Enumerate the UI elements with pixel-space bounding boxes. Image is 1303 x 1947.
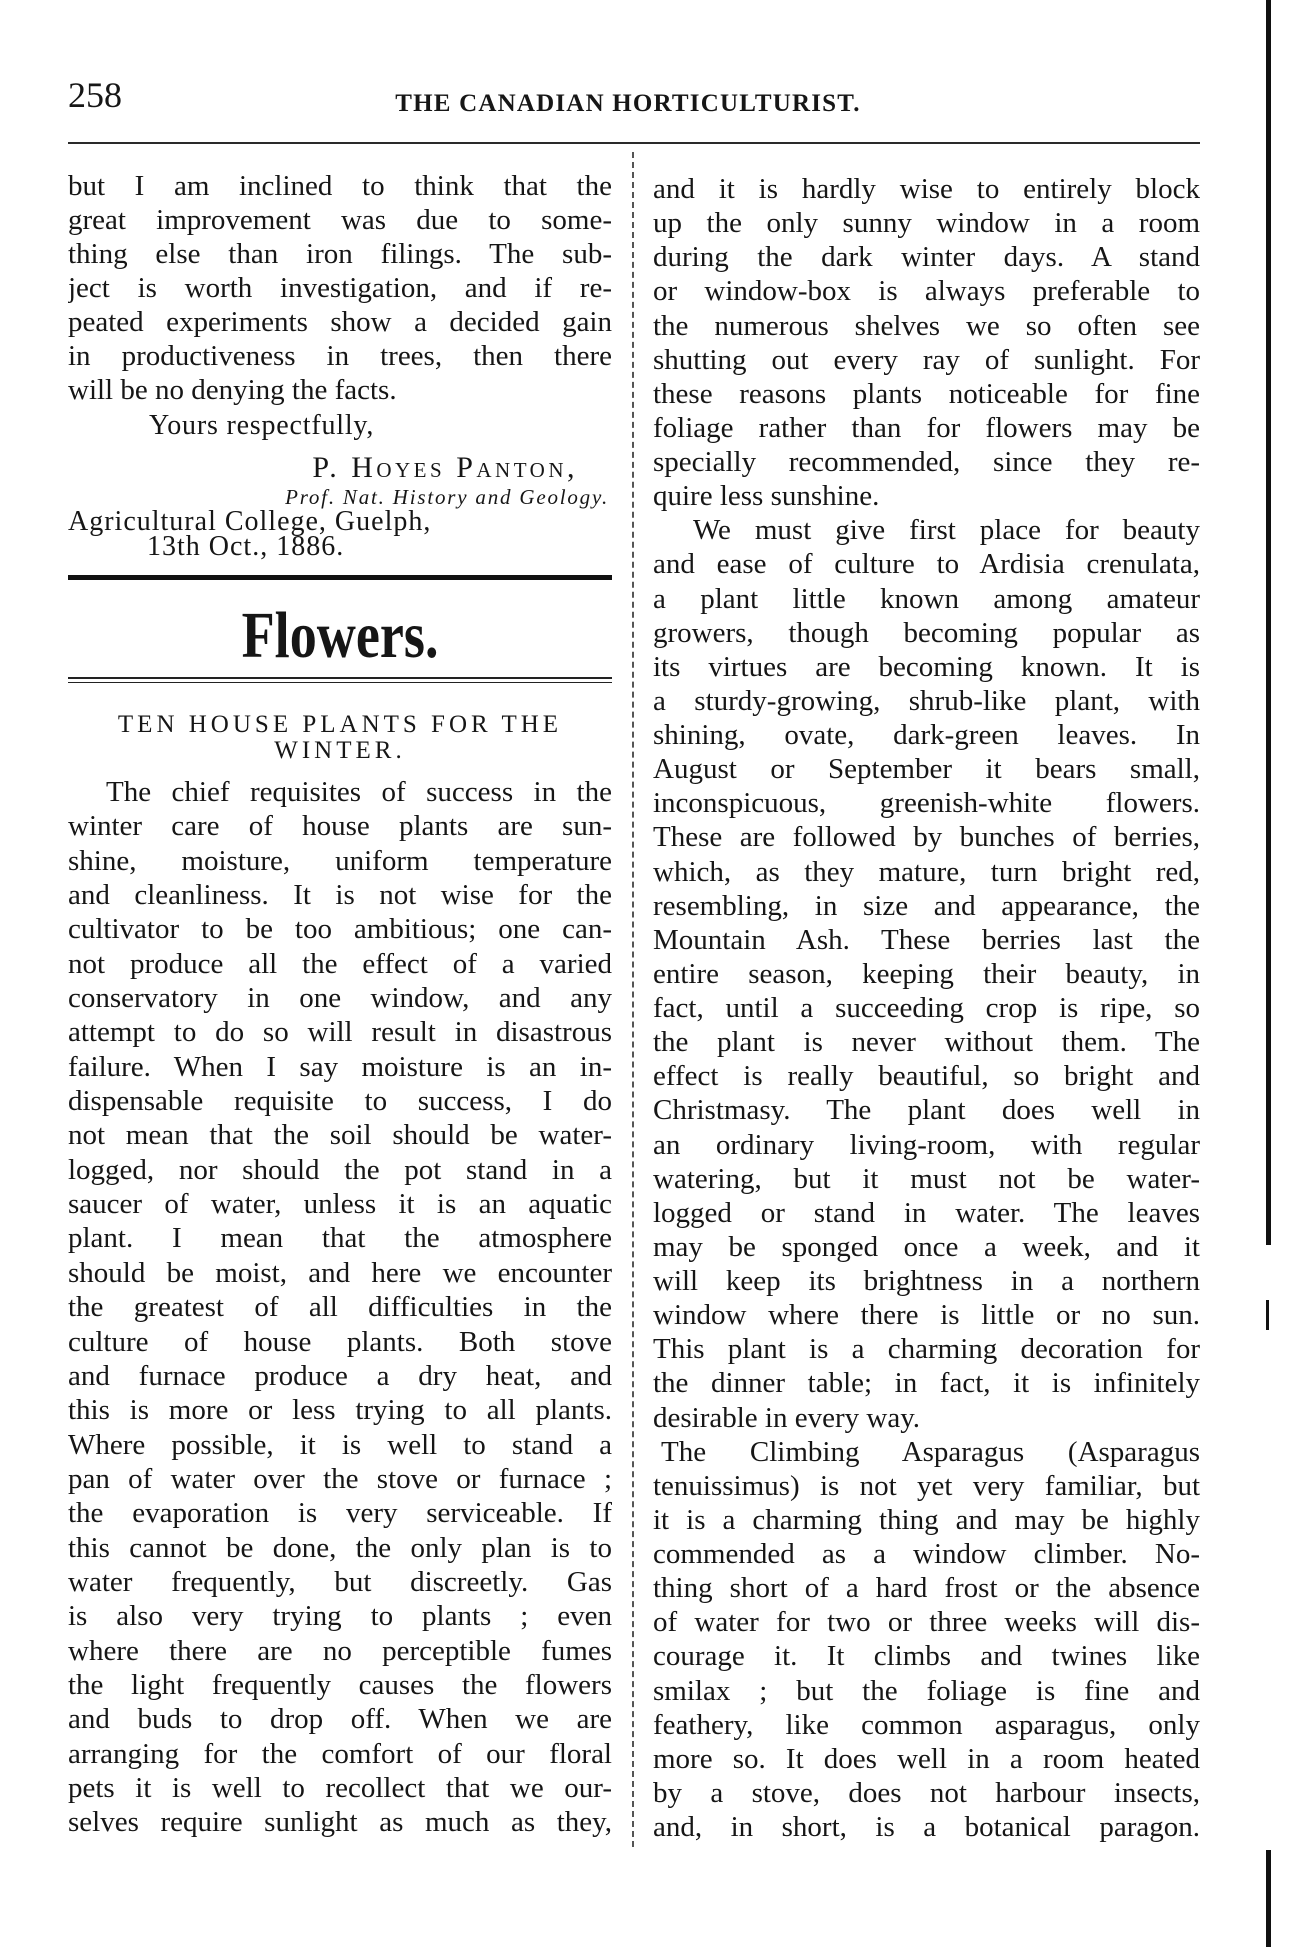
text-line: resembling, in size and appearance, the	[653, 889, 1200, 922]
text-line: of water for two or three weeks will dis-	[653, 1606, 1200, 1639]
article-body-left	[68, 775, 612, 1840]
paragraph	[68, 169, 612, 407]
text-line: selves require sunlight as much as they,	[68, 1806, 612, 1839]
text-line: water frequently, but discreetly. Gas	[68, 1565, 612, 1598]
page-number: 258	[68, 75, 122, 115]
text-line: the light frequently causes the flowers	[68, 1668, 612, 1701]
text-line: the evaporation is very serviceable. If	[68, 1497, 612, 1530]
text-line: will be no denying the facts.	[68, 374, 397, 406]
text-line: this is more or less trying to all plants.	[68, 1394, 612, 1427]
header-rule	[68, 142, 1200, 144]
text-line: foliage rather than for flowers may be	[653, 411, 1200, 444]
text-line: and it is hardly wise to entirely block	[653, 173, 1200, 205]
text-line: courage it. It climbs and twines like	[653, 1640, 1200, 1673]
text-line: smilax ; but the foliage is fine and	[653, 1674, 1200, 1707]
text-line: more so. It does well in a room heated	[653, 1742, 1200, 1775]
text-line: thing short of a hard frost or the absence	[653, 1572, 1200, 1605]
text-line: which, as they mature, turn bright red,	[653, 855, 1200, 888]
article-body-right	[653, 172, 1200, 1844]
text-line: but I am inclined to think that the	[68, 170, 612, 202]
section-heading	[68, 599, 612, 672]
text-line: is also very trying to plants ; even	[68, 1600, 612, 1633]
text-line: will keep its brightness in a northern	[653, 1265, 1200, 1297]
text-line: tenuissimus) is not yet very familiar, but	[653, 1469, 1200, 1502]
text-line: pets it is well to recollect that we our-	[68, 1771, 612, 1804]
text-line: not produce all the effect of a varied	[68, 947, 612, 980]
text-line: August or September it bears small,	[653, 753, 1200, 786]
text-line: these reasons plants noticeable for fine	[653, 377, 1200, 410]
text-line: the plant is never without them. The	[653, 1026, 1200, 1059]
text-line: in productiveness in trees, then there	[68, 340, 612, 372]
text-line: during the dark winter days. A stand	[653, 241, 1200, 274]
text-line: cultivator to be too ambitious; one can-	[68, 913, 612, 946]
text-line: may be sponged once a week, and it	[653, 1230, 1200, 1263]
section-rule-thick	[68, 575, 612, 580]
text-line: by a stove, does not harbour insects,	[653, 1776, 1200, 1809]
text-line: entire season, keeping their beauty, in	[653, 957, 1200, 990]
letter-date: 13th Oct., 1886.	[147, 531, 345, 562]
text-line: the numerous shelves we so often see	[653, 309, 1200, 342]
text-line: arranging for the comfort of our floral	[68, 1737, 612, 1770]
paragraph	[68, 775, 612, 1840]
text-line: not mean that the soil should be water-	[68, 1119, 612, 1152]
text-line: a plant little known among amateur	[653, 582, 1200, 615]
scan-edge-bar	[1266, 0, 1271, 1245]
text-line: shining, ovate, dark-green leaves. In	[653, 719, 1200, 751]
letter-signature: P. Hoyes Panton,	[312, 451, 578, 484]
text-line: inconspicuous, greenish-white flowers.	[653, 787, 1200, 820]
text-line: feathery, like common asparagus, only	[653, 1708, 1200, 1741]
column-divider	[632, 152, 634, 1847]
text-line: We must give first place for beauty	[693, 514, 1200, 547]
text-line: specially recommended, since they re-	[653, 446, 1200, 478]
text-line: saucer of water, unless it is an aquatic	[68, 1188, 612, 1221]
text-line: or window-box is always preferable to	[653, 275, 1200, 308]
text-line: and furnace produce a dry heat, and	[68, 1359, 612, 1392]
signature-title: Prof. Nat. History and Geology.	[285, 485, 609, 509]
text-line: where there are no perceptible fumes	[68, 1634, 612, 1667]
text-line: commended as a window climber. No-	[653, 1538, 1200, 1570]
running-head: THE CANADIAN HORTICULTURIST.	[395, 90, 861, 117]
text-line: fact, until a succeeding crop is ripe, so	[653, 992, 1200, 1024]
text-line: This plant is a charming decoration for	[653, 1333, 1200, 1366]
text-line: up the only sunny window in a room	[653, 207, 1200, 240]
text-line: the dinner table; in fact, it is infinitely	[653, 1367, 1200, 1400]
text-line: culture of house plants. Both stove	[68, 1325, 612, 1358]
text-line: These are followed by bunches of berries,	[653, 821, 1200, 854]
text-line: desirable in every way.	[653, 1401, 921, 1434]
text-line: thing else than iron filings. The sub-	[68, 238, 612, 270]
scan-edge-bar	[1266, 1850, 1271, 1947]
text-line: conservatory in one window, and any	[68, 982, 612, 1015]
text-line: great improvement was due to some-	[68, 204, 612, 236]
text-line: its virtues are becoming known. It is	[653, 650, 1200, 683]
text-line: The Climbing Asparagus (Asparagus	[661, 1435, 1200, 1468]
text-line: should be moist, and here we encounter	[68, 1256, 612, 1289]
text-line: this cannot be done, the only plan is to	[68, 1531, 612, 1564]
text-line: pan of water over the stove or furnace ;	[68, 1462, 612, 1495]
text-line: ject is worth investigation, and if re-	[68, 272, 612, 304]
text-line: peated experiments show a decided gain	[68, 306, 612, 338]
text-line: effect is really beautiful, so bright and	[653, 1060, 1200, 1093]
text-line: a sturdy-growing, shrub-like plant, with	[653, 684, 1200, 717]
text-line: Where possible, it is well to stand a	[68, 1428, 612, 1461]
text-line: the greatest of all difficulties in the	[68, 1291, 612, 1324]
letter-address: Agricultural College, Guelph,	[68, 506, 432, 537]
text-line: shutting out every ray of sunlight. For	[653, 343, 1200, 376]
letter-conclusion	[68, 169, 612, 407]
text-line: The chief requisites of success in the	[106, 776, 612, 808]
text-line: winter care of house plants are sun-	[68, 810, 612, 843]
text-line: an ordinary living-room, with regular	[653, 1128, 1200, 1161]
paragraph	[653, 513, 1200, 1434]
text-line: it is a charming thing and may be highly	[653, 1503, 1200, 1536]
section-heading-text: Flowers.	[241, 599, 439, 672]
text-line: and ease of culture to Ardisia crenulata,	[653, 548, 1200, 581]
text-line: watering, but it must not be water-	[653, 1162, 1200, 1195]
scan-edge-bar	[1266, 1300, 1269, 1330]
text-line: Christmasy. The plant does well in	[653, 1094, 1200, 1127]
text-line: dispensable requisite to success, I do	[68, 1085, 612, 1118]
section-rule-double	[68, 677, 612, 683]
article-title-line: WINTER.	[274, 737, 406, 764]
text-line: window where there is little or no sun.	[653, 1299, 1200, 1332]
text-line: and, in short, is a botanical paragon.	[653, 1811, 1200, 1843]
paragraph	[653, 1435, 1200, 1845]
text-line: shine, moisture, uniform temperature	[68, 844, 612, 877]
text-line: and buds to drop off. When we are	[68, 1703, 612, 1736]
paragraph	[653, 172, 1200, 513]
text-line: Mountain Ash. These berries last the	[653, 923, 1200, 956]
text-line: failure. When I say moisture is an in-	[68, 1050, 612, 1083]
article-title-line: TEN HOUSE PLANTS FOR THE	[117, 711, 563, 738]
letter-closing: Yours respectfully,	[149, 410, 375, 441]
text-line: and cleanliness. It is not wise for the	[68, 879, 612, 912]
text-line: logged, nor should the pot stand in a	[68, 1153, 612, 1186]
text-line: attempt to do so will result in disastrous	[68, 1016, 612, 1049]
text-line: quire less sunshine.	[653, 480, 880, 513]
text-line: logged or stand in water. The leaves	[653, 1196, 1200, 1229]
text-line: growers, though becoming popular as	[653, 616, 1200, 649]
text-line: plant. I mean that the atmosphere	[68, 1222, 612, 1255]
